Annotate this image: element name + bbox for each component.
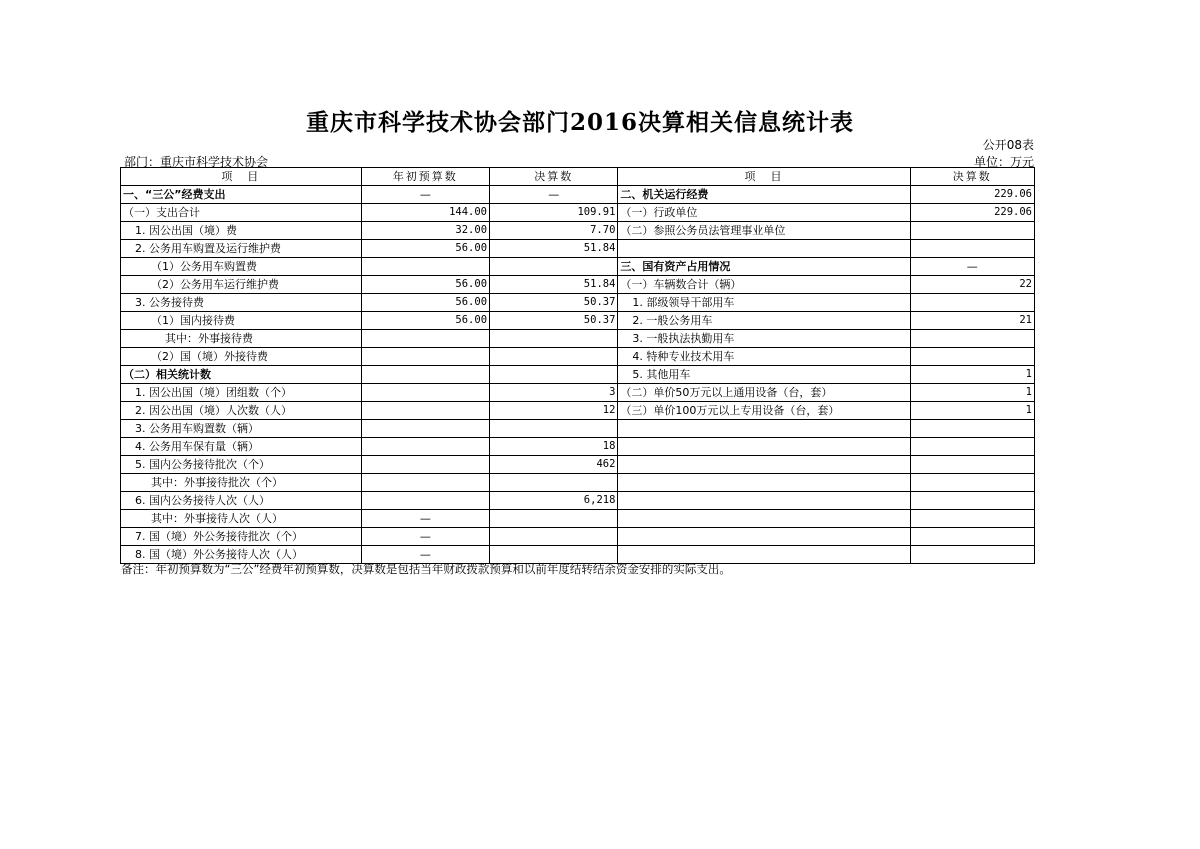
table-row — [121, 204, 1035, 222]
row-budget: — — [361, 510, 489, 528]
row-final-left — [490, 528, 618, 546]
header-final-right: 决算数 — [910, 168, 1034, 186]
row-final-left — [490, 348, 618, 366]
row-final-left: 50.37 — [490, 294, 618, 312]
row-budget: 56.00 — [361, 240, 489, 258]
row-item-left: 一、“三公”经费支出 — [121, 186, 362, 204]
row-final-right — [910, 510, 1034, 528]
row-final-left: 7.70 — [490, 222, 618, 240]
row-final-left: 109.91 — [490, 204, 618, 222]
header-final-left: 决算数 — [490, 168, 618, 186]
row-final-right: 1 — [910, 366, 1034, 384]
row-budget — [361, 456, 489, 474]
row-item-left: 其中：外事接待人次（人） — [121, 510, 362, 528]
row-budget — [361, 474, 489, 492]
row-item-left: 6. 国内公务接待人次（人） — [121, 492, 362, 510]
department-label: 部门：重庆市科学技术协会 — [124, 155, 269, 169]
row-final-right — [910, 240, 1034, 258]
row-item-right: （二）参照公务员法管理事业单位 — [618, 222, 910, 240]
row-budget: — — [361, 186, 489, 204]
row-final-left — [490, 510, 618, 528]
table-row — [121, 420, 1035, 438]
row-final-left: 18 — [490, 438, 618, 456]
table-row — [121, 438, 1035, 456]
row-item-right: 1. 部级领导干部用车 — [618, 294, 910, 312]
row-item-right: （三）单价100万元以上专用设备（台，套） — [618, 402, 910, 420]
row-budget — [361, 258, 489, 276]
row-budget — [361, 330, 489, 348]
table-header-row — [121, 168, 1035, 186]
table-row — [121, 474, 1035, 492]
row-final-right: 229.06 — [910, 186, 1034, 204]
row-item-left: （1）公务用车购置费 — [121, 258, 362, 276]
table-row — [121, 366, 1035, 384]
table-row — [121, 276, 1035, 294]
row-item-right: （一）车辆数合计（辆） — [618, 276, 910, 294]
row-final-right: — — [910, 258, 1034, 276]
row-item-right: （一）行政单位 — [618, 204, 910, 222]
row-item-right: 2. 一般公务用车 — [618, 312, 910, 330]
row-final-right — [910, 492, 1034, 510]
row-final-right: 1 — [910, 402, 1034, 420]
row-budget — [361, 366, 489, 384]
row-item-left: 4. 公务用车保有量（辆） — [121, 438, 362, 456]
row-item-left: （2）公务用车运行维护费 — [121, 276, 362, 294]
row-final-right: 1 — [910, 384, 1034, 402]
row-item-right — [618, 456, 910, 474]
row-final-left: 462 — [490, 456, 618, 474]
page-title: 重庆市科学技术协会部门2016决算相关信息统计表 — [305, 109, 854, 136]
table-row — [121, 294, 1035, 312]
row-final-right — [910, 420, 1034, 438]
row-item-right: 3. 一般执法执勤用车 — [618, 330, 910, 348]
row-budget: — — [361, 546, 489, 564]
table-row — [121, 384, 1035, 402]
row-item-left: 2. 因公出国（境）人次数（人） — [121, 402, 362, 420]
row-budget — [361, 402, 489, 420]
row-item-left: 3. 公务用车购置数（辆） — [121, 420, 362, 438]
row-budget: 32.00 — [361, 222, 489, 240]
row-final-right — [910, 348, 1034, 366]
row-item-right — [618, 510, 910, 528]
row-final-right: 229.06 — [910, 204, 1034, 222]
table-row — [121, 258, 1035, 276]
row-final-left: 3 — [490, 384, 618, 402]
row-final-right — [910, 294, 1034, 312]
row-final-left — [490, 366, 618, 384]
row-budget: 144.00 — [361, 204, 489, 222]
table-row — [121, 186, 1035, 204]
row-final-left: 51.84 — [490, 240, 618, 258]
row-item-left: 其中：外事接待费 — [121, 330, 362, 348]
row-budget — [361, 348, 489, 366]
row-budget: 56.00 — [361, 312, 489, 330]
row-budget — [361, 438, 489, 456]
row-item-left: （一）支出合计 — [121, 204, 362, 222]
row-final-left — [490, 330, 618, 348]
unit-label: 单位：万元 — [973, 155, 1034, 169]
row-item-left: 其中：外事接待批次（个） — [121, 474, 362, 492]
row-final-left — [490, 420, 618, 438]
row-budget — [361, 384, 489, 402]
row-item-right — [618, 474, 910, 492]
table-row — [121, 222, 1035, 240]
row-item-left: 7. 国（境）外公务接待批次（个） — [121, 528, 362, 546]
statistics-table — [120, 167, 1035, 564]
row-final-right — [910, 222, 1034, 240]
row-item-left: （2）国（境）外接待费 — [121, 348, 362, 366]
row-final-right — [910, 330, 1034, 348]
table-row — [121, 330, 1035, 348]
row-item-right — [618, 528, 910, 546]
table-row — [121, 510, 1035, 528]
row-budget: 56.00 — [361, 276, 489, 294]
row-final-left — [490, 474, 618, 492]
row-item-left: 2. 公务用车购置及运行维护费 — [121, 240, 362, 258]
row-final-left: — — [490, 186, 618, 204]
table-row — [121, 348, 1035, 366]
row-budget: 56.00 — [361, 294, 489, 312]
header-item-left: 项 目 — [121, 168, 362, 186]
row-budget: — — [361, 528, 489, 546]
row-final-right — [910, 474, 1034, 492]
table-row — [121, 312, 1035, 330]
table-row — [121, 456, 1035, 474]
row-item-right: （二）单价50万元以上通用设备（台，套） — [618, 384, 910, 402]
row-item-left: 8. 国（境）外公务接待人次（人） — [121, 546, 362, 564]
row-item-left: 1. 因公出国（境）团组数（个） — [121, 384, 362, 402]
row-item-left: （1）国内接待费 — [121, 312, 362, 330]
table-row — [121, 402, 1035, 420]
table-row — [121, 240, 1035, 258]
row-final-left: 12 — [490, 402, 618, 420]
row-final-right — [910, 528, 1034, 546]
row-item-right: 4. 特种专业技术用车 — [618, 348, 910, 366]
form-number: 公开08表 — [982, 138, 1034, 152]
row-budget — [361, 492, 489, 510]
row-budget — [361, 420, 489, 438]
row-final-left: 6,218 — [490, 492, 618, 510]
header-budget: 年初预算数 — [361, 168, 489, 186]
row-item-right — [618, 438, 910, 456]
row-item-right: 5. 其他用车 — [618, 366, 910, 384]
table-row — [121, 528, 1035, 546]
row-final-left: 50.37 — [490, 312, 618, 330]
row-item-right: 二、机关运行经费 — [618, 186, 910, 204]
table-row — [121, 492, 1035, 510]
row-final-right — [910, 546, 1034, 564]
row-item-left: （二）相关统计数 — [121, 366, 362, 384]
footnote: 备注：年初预算数为“三公”经费年初预算数，决算数是包括当年财政拨款预算和以前年度结转结余资金安排的实际支出。 — [121, 562, 731, 576]
row-item-left: 5. 国内公务接待批次（个） — [121, 456, 362, 474]
row-item-right — [618, 420, 910, 438]
row-final-right — [910, 438, 1034, 456]
row-item-right — [618, 492, 910, 510]
row-item-left: 3. 公务接待费 — [121, 294, 362, 312]
row-final-left — [490, 258, 618, 276]
row-item-left: 1. 因公出国（境）费 — [121, 222, 362, 240]
header-item-right: 项 目 — [618, 168, 910, 186]
row-item-right — [618, 240, 910, 258]
row-item-right: 三、国有资产占用情况 — [618, 258, 910, 276]
row-final-right — [910, 456, 1034, 474]
row-final-right: 21 — [910, 312, 1034, 330]
row-final-right: 22 — [910, 276, 1034, 294]
row-final-left: 51.84 — [490, 276, 618, 294]
